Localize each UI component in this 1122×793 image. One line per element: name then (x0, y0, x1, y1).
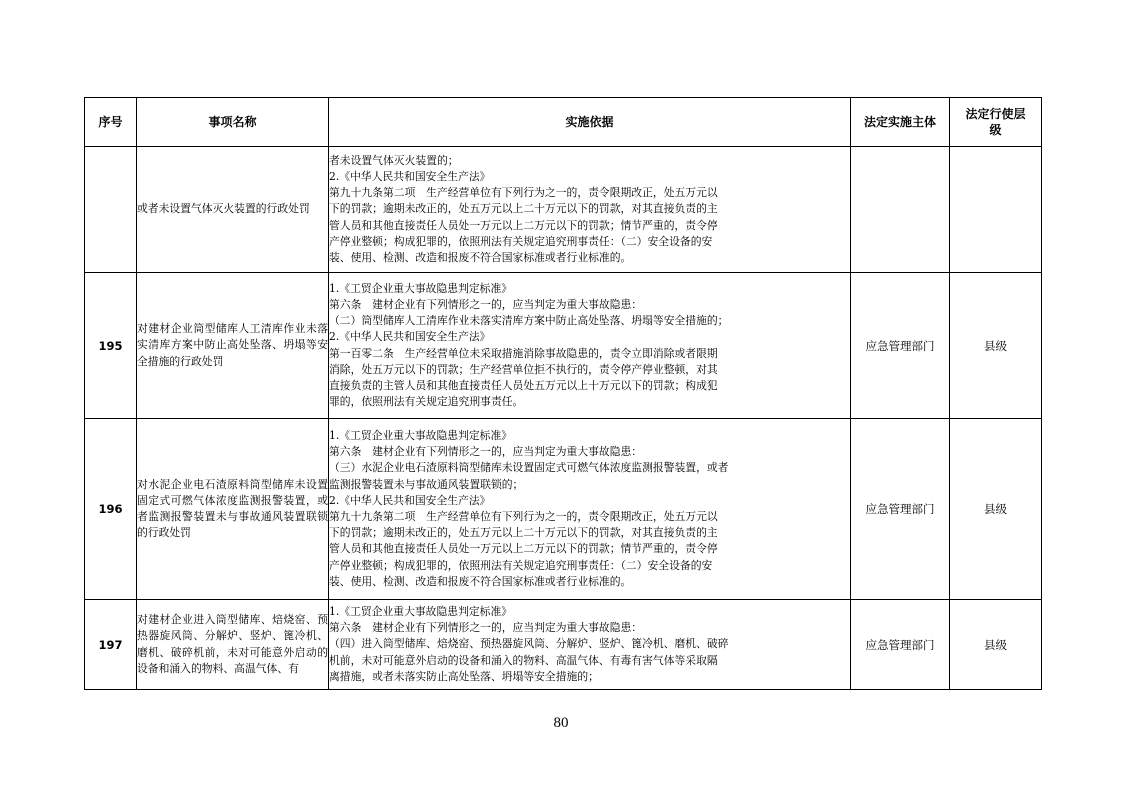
basis-line: 消除，处五万元以下的罚款；生产经营单位拒不执行的，责令停产停业整顿，对其 (329, 362, 718, 376)
row-basis (329, 419, 851, 600)
row-level: 县级 (950, 600, 1042, 690)
basis-line: 1.《工贸企业重大事故隐患判定标准》 (329, 281, 513, 295)
row-name: 或者未设置气体灭火装置的行政处罚 (137, 147, 329, 273)
row-num: 196 (85, 419, 137, 600)
row-subject: 应急管理部门 (851, 419, 950, 600)
basis-line: 第六条 建材企业有下列情形之一的，应当判定为重大事故隐患： (329, 297, 643, 311)
basis-line: 下的罚款；逾期未改正的，处五万元以上二十万元以下的罚款，对其直接负责的主 (329, 202, 718, 216)
row-name: 对水泥企业电石渣原料筒型储库未设置固定式可燃气体浓度监测报警装置，或者监测报警装置未与事故通风装置联锁的行政处罚 (137, 419, 329, 600)
basis-line: 第一百零二条 生产经营单位未采取措施消除事故隐患的，责令立即消除或者限期 (329, 346, 718, 360)
basis-line: 产停业整顿；构成犯罪的，依照刑法有关规定追究刑事责任：（二）安全设备的安 (329, 234, 713, 248)
table-row (85, 273, 1042, 419)
row-level: 县级 (950, 419, 1042, 600)
basis-line: 装、使用、检测、改造和报废不符合国家标准或者行业标准的。 (329, 251, 632, 264)
table-header-row (85, 98, 1042, 147)
basis-line: 下的罚款；逾期未改正的，处五万元以上二十万元以下的罚款，对其直接负责的主 (329, 526, 718, 540)
basis-line: 产停业整顿；构成犯罪的，依照刑法有关规定追究刑事责任：（二）安全设备的安 (329, 558, 713, 572)
row-subject: 应急管理部门 (851, 273, 950, 419)
row-subject (851, 147, 950, 273)
table-row (85, 147, 1042, 273)
page-number: 80 (553, 715, 569, 731)
basis-line: 1.《工贸企业重大事故隐患判定标准》 (329, 428, 513, 442)
table-row (85, 419, 1042, 600)
enforcement-items-table (84, 97, 1042, 690)
row-basis (329, 600, 851, 690)
basis-line: 第九十九条第二项 生产经营单位有下列行为之一的，责令限期改正，处五万元以 (329, 510, 718, 523)
basis-line: 罪的，依照刑法有关规定追究刑事责任。 (329, 395, 524, 409)
basis-line: （二）筒型储库人工清库作业未落实清库方案中防止高处坠落、坍塌等安全措施的； (329, 314, 729, 328)
row-level: 县级 (950, 273, 1042, 419)
basis-line: 1.《工贸企业重大事故隐患判定标准》 (329, 604, 513, 618)
header-basis: 实施依据 (329, 98, 851, 147)
row-subject: 应急管理部门 (851, 600, 950, 690)
basis-line: 2.《中华人民共和国安全生产法》 (329, 169, 491, 183)
row-name: 对建材企业筒型储库人工清库作业未落实清库方案中防止高处坠落、坍塌等安全措施的行政处罚 (137, 273, 329, 419)
basis-line: 机前，未对可能意外启动的设备和涌入的物料、高温气体、有毒有害气体等采取隔 (329, 653, 718, 667)
header-name: 事项名称 (137, 98, 329, 147)
row-num: 195 (85, 273, 137, 419)
header-subject: 法定实施主体 (851, 98, 950, 147)
header-num: 序号 (85, 98, 137, 147)
basis-line: 直接负责的主管人员和其他直接责任人员处五万元以上十万元以下的罚款；构成犯 (329, 378, 718, 392)
basis-line: 第六条 建材企业有下列情形之一的，应当判定为重大事故隐患： (329, 445, 643, 459)
basis-line: 2.《中华人民共和国安全生产法》 (329, 330, 491, 344)
row-num (85, 147, 137, 273)
basis-line: 管人员和其他直接责任人员处一万元以上二万元以下的罚款；情节严重的，责令停 (329, 218, 718, 232)
basis-line: 监测报警装置未与事故通风装置联锁的； (329, 477, 524, 491)
row-basis (329, 273, 851, 419)
basis-line: 管人员和其他直接责任人员处一万元以上二万元以下的罚款；情节严重的，责令停 (329, 542, 718, 556)
basis-line: 第六条 建材企业有下列情形之一的，应当判定为重大事故隐患： (329, 621, 643, 635)
row-name: 对建材企业进入筒型储库、焙烧窑、预热器旋风筒、分解炉、竖炉、篦冷机、磨机、破碎机前，未对可能意外启动的设备和涌入的物料、高温气体、有 (137, 600, 329, 690)
row-num: 197 (85, 600, 137, 690)
basis-line: 装、使用、检测、改造和报废不符合国家标准或者行业标准的。 (329, 574, 632, 588)
basis-line: 者未设置气体灭火装置的； (329, 153, 459, 167)
basis-line: 离措施，或者未落实防止高处坠落、坍塌等安全措施的； (329, 669, 599, 683)
row-level (950, 147, 1042, 273)
header-level: 法定行使层级 (950, 98, 1042, 147)
table-row (85, 600, 1042, 690)
basis-line: （四）进入筒型储库、焙烧窑、预热器旋风筒、分解炉、竖炉、篦冷机、磨机、破碎 (329, 637, 729, 651)
basis-line: 第九十九条第二项 生产经营单位有下列行为之一的，责令限期改正，处五万元以 (329, 186, 718, 200)
basis-line: （三）水泥企业电石渣原料筒型储库未设置固定式可燃气体浓度监测报警装置，或者 (329, 461, 729, 475)
row-basis (329, 147, 851, 273)
basis-line: 2.《中华人民共和国安全生产法》 (329, 493, 491, 507)
